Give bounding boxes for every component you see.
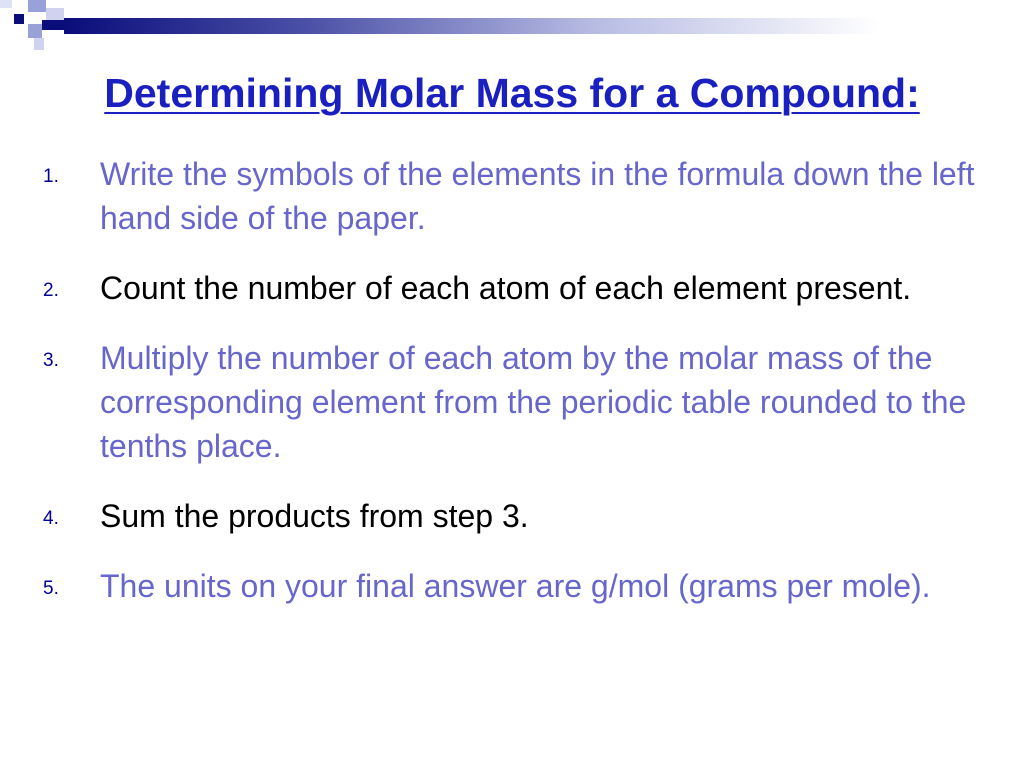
step-number: 2. bbox=[43, 280, 59, 301]
step-number: 5. bbox=[43, 578, 59, 599]
decorative-square bbox=[42, 20, 64, 30]
decorative-gradient-bar bbox=[64, 18, 1024, 34]
step-number: 3. bbox=[43, 350, 59, 371]
header-decoration bbox=[0, 0, 1024, 60]
step-text: Write the symbols of the elements in the formula down the left hand side of the paper. bbox=[100, 156, 975, 236]
decorative-square bbox=[0, 0, 12, 8]
decorative-square bbox=[28, 24, 42, 38]
decorative-square bbox=[14, 14, 24, 24]
steps-list bbox=[40, 152, 1000, 634]
step-item bbox=[40, 564, 1000, 608]
slide-title: Determining Molar Mass for a Compound: bbox=[104, 70, 920, 116]
step-number: 1. bbox=[43, 166, 59, 187]
decorative-square bbox=[34, 38, 44, 50]
decorative-square bbox=[28, 0, 46, 12]
step-item bbox=[40, 494, 1000, 538]
step-text: Multiply the number of each atom by the molar mass of the corresponding element from the periodic table rounded to the tenths place. bbox=[100, 340, 967, 464]
step-text: The units on your final answer are g/mol (grams per mole). bbox=[100, 568, 931, 604]
step-text: Sum the products from step 3. bbox=[100, 498, 529, 534]
step-item bbox=[40, 266, 1000, 310]
step-text: Count the number of each atom of each element present. bbox=[100, 270, 912, 306]
step-item bbox=[40, 152, 1000, 240]
step-number: 4. bbox=[43, 508, 59, 529]
step-item bbox=[40, 336, 1000, 468]
